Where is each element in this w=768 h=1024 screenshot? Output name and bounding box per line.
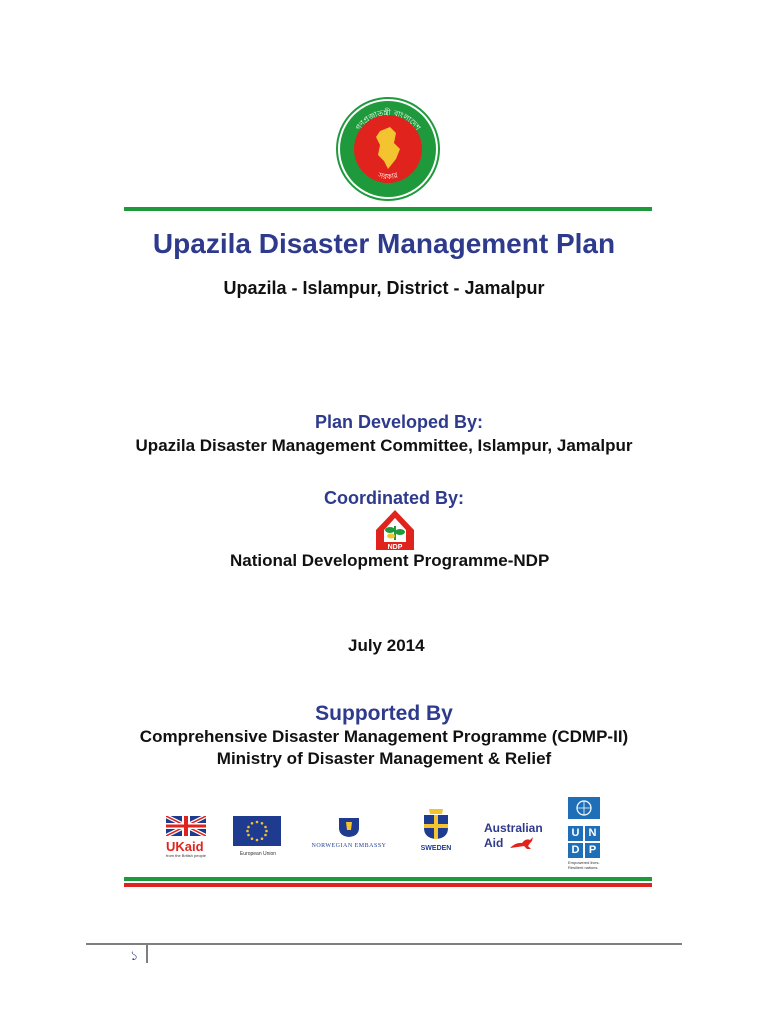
plan-developed-heading: Plan Developed By: [315, 412, 484, 432]
footer-rule [86, 943, 682, 945]
ukaid-logo [166, 816, 210, 858]
sweden-label: SWEDEN [420, 845, 452, 852]
header-green-rule [124, 207, 652, 211]
australian-label: Australian [484, 821, 543, 835]
undp-letter-u: U [568, 826, 583, 841]
kangaroo-icon [508, 834, 538, 850]
footer-tick [146, 945, 148, 963]
norway-label: NORWEGIAN EMBASSY [311, 843, 387, 849]
seal-text-top: গণপ্রজাতন্ত্রী বাংলাদেশ [353, 107, 423, 132]
undp-letter-d: D [568, 843, 583, 858]
coordinated-heading: Coordinated By: [324, 488, 465, 508]
aid-label: Aid [484, 836, 504, 850]
ukaid-label: UKaid [166, 839, 204, 854]
union-jack-icon [166, 816, 206, 836]
supported-heading: Supported By [315, 702, 453, 725]
undp-letter-n: N [585, 826, 600, 841]
undp-tagline: Empowered lives. Resilient nations. [568, 860, 600, 870]
document-date: July 2014 [348, 636, 425, 655]
coordinating-org: National Development Programme-NDP [230, 551, 550, 570]
supported-line-2: Ministry of Disaster Management & Relief [216, 749, 552, 768]
undp-logo [568, 797, 612, 870]
undp-letter-p: P [585, 843, 600, 858]
ukaid-sub: from the British people [166, 853, 207, 858]
eu-flag-icon [233, 816, 281, 846]
australian-aid-logo [484, 822, 552, 850]
seal-text-bottom: সরকার [377, 170, 399, 182]
document-title: Upazila Disaster Management Plan [152, 228, 616, 259]
norwegian-embassy-logo [304, 816, 394, 849]
undp-letters [568, 826, 612, 858]
sweden-logo [413, 808, 459, 852]
ndp-logo-text: NDP [387, 544, 403, 551]
norway-crest-icon [337, 816, 361, 838]
page-number: ১ [130, 948, 139, 963]
bottom-green-rule [124, 877, 652, 881]
supported-line-1: Comprehensive Disaster Management Programme (CDMP-II) [139, 727, 629, 746]
eu-label: European Union [239, 851, 277, 857]
ndp-logo [372, 508, 418, 552]
eu-logo [233, 816, 283, 857]
sweden-crest-icon [421, 808, 451, 840]
document-subtitle: Upazila - Islampur, District - Jamalpur [223, 278, 545, 298]
bottom-red-rule [124, 883, 652, 887]
bangladesh-government-seal [336, 97, 440, 201]
un-emblem-icon [568, 797, 600, 819]
plan-developed-by: Upazila Disaster Management Committee, Islampur, Jamalpur [135, 436, 633, 455]
